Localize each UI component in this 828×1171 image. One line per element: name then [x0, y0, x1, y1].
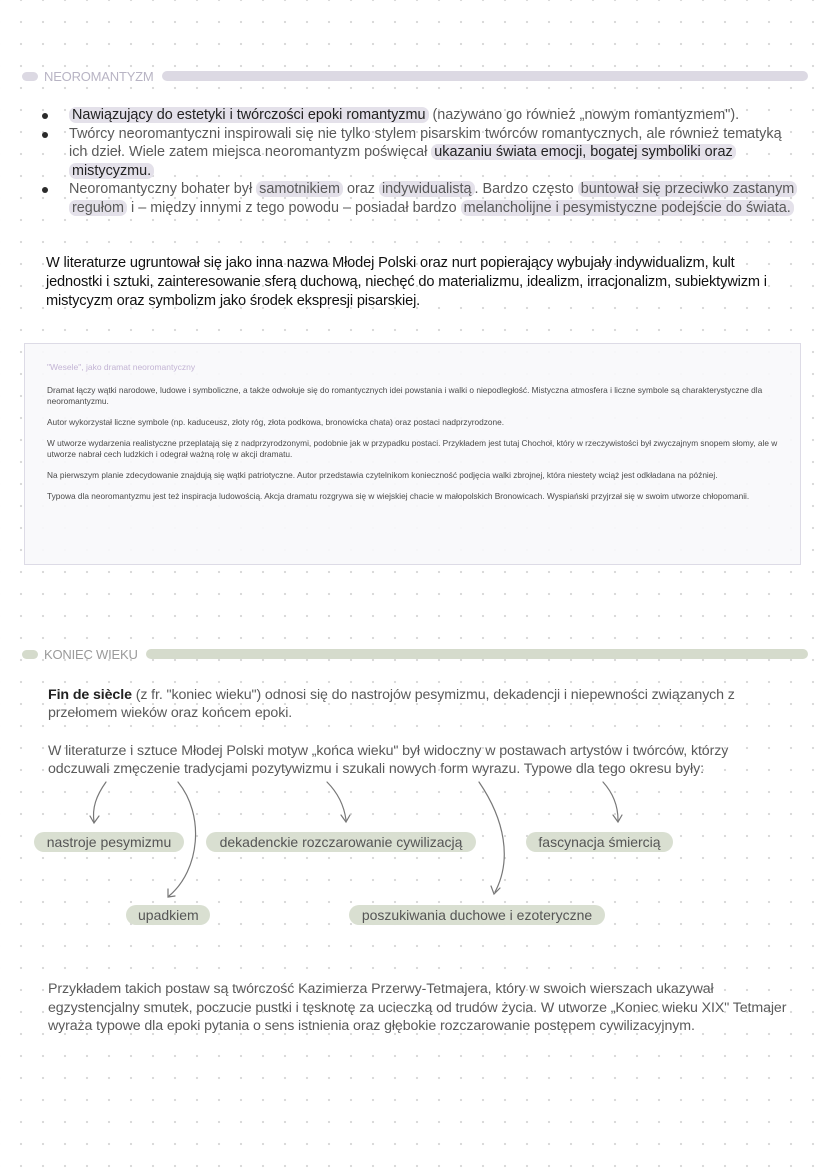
section-title: NEOROMANTYZM [44, 68, 154, 84]
highlight: ukazaniu świata emocji, bogatej symboliki oraz mistycyzmu. [69, 144, 736, 179]
info-paragraph: W utworze wydarzenia realistyczne przeplatają się z nadprzyrodzonymi, podobnie jak w przypadku postaci. Przykładem jest tutaj Chochoł, który w rzeczywistości był zwyczajnym snopem słomy, ale w utworze nabrał cech ludzkich i odegrał ważną rolę w akcji dramatu. [47, 438, 778, 459]
bullet-item [40, 180, 800, 217]
bullet-text: . Bardzo często [474, 181, 578, 197]
section-title: KONIEC WIEKU [44, 646, 138, 662]
bullet-text: Twórcy neoromantyczni inspirowali się nie tylko stylem pisarskim twórców romantycznych, ale również tematyką ich dzieł. Wiele zatem miejsca neoromantyzm poświęcał [69, 125, 782, 160]
bullet-text: Neoromantyczny bohater był [69, 181, 257, 197]
chip-nastroje-pesymizmu: nastroje pesymizmu [34, 832, 184, 852]
chip-fascynacja-smiercia: fascynacja śmiercią [526, 832, 673, 852]
chip-poszukiwania-duchowe: poszukiwania duchowe i ezoteryczne [349, 905, 605, 925]
intro-text: (z fr. "koniec wieku") odnosi się do nastrojów pesymizmu, dekadencji i niepewności związanych z przełomem wieków oraz końcem epoki. [48, 687, 735, 721]
wesele-info-box [24, 343, 801, 565]
closing-paragraph: Przykładem takich postaw są twórczość Kazimierza Przerwy-Tetmajera, który w swoich wierszach ukazywał egzystencjalny smutek, poczucie pustki i tęsknotę za ucieczką od trudów życia. W utworze „Koniec wieku XIX" Tetmajer wyraża typowe dla epoki pytania o sens istnienia oraz głębokie rozczarowanie postępem cywilizacyjnym. [48, 981, 787, 1034]
info-paragraph: Dramat łączy wątki narodowe, ludowe i symboliczne, a także odwołuje się do romantycznych idei powstania i walki o niepodległość. Mistyczna atmosfera i liczne symbole są charakterystyczne dla neoromantyzmu. [47, 385, 763, 406]
info-paragraph: Typowa dla neoromantyzmu jest też inspiracja ludowością. Akcja dramatu rozgrywa się w wiejskiej chacie w małopolskich Bronowicach. Wyspiański przyjrzał się w swoim utworze chłopomanii. [47, 491, 750, 501]
motif-paragraph: W literaturze i sztuce Młodej Polski motyw „końca wieku" był widoczny w postawach artystów i twórców, którzy odczuwali zmęczenie tradycjami pozytywizmu i szukali nowych form wyrazu. Typowe dla tego okresu były: [48, 743, 729, 777]
neoromantyzm-summary: W literaturze ugruntował się jako inna nazwa Młodej Polski oraz nurt popierający wybujały indywidualizm, kult jednostki i sztuki, zainteresowanie sferą duchową, niechęć do materializmu, idealizm, irracjonalizm, subiektywizm i mistycyzm oraz symbolizm jako środek ekspresji pisarskiej. [46, 255, 767, 309]
neoromantyzm-bullet-list [40, 106, 800, 217]
bullet-item [40, 106, 800, 125]
chip-dekadenckie-rozczarowanie: dekadenckie rozczarowanie cywilizacją [206, 832, 476, 852]
bullet-text: i – między innymi z tego powodu – posiadał bardzo [127, 199, 461, 216]
highlight: Nawiązujący do estetyki i twórczości epoki romantyzmu [69, 107, 429, 123]
fin-de-siecle-intro [48, 686, 788, 722]
chip-upadkiem: upadkiem [126, 905, 210, 925]
info-paragraph: Na pierwszym planie zdecydowanie znajdują się wątki patriotyczne. Autor przedstawia czytelnikom konieczność podjęcia walki zbrojnej, która niestety wciąż jest odkładana na później. [47, 470, 718, 480]
info-paragraph: Autor wykorzystał liczne symbole (np. kaduceusz, złoty róg, złota podkowa, bronowicka chata) oraz postaci nadprzyrodzone. [47, 417, 505, 427]
section-pill-icon [22, 72, 38, 81]
highlight: melancholijne i pesymistyczne podejście do świata. [461, 200, 794, 216]
section-divider [146, 649, 808, 659]
highlight: buntował się przeciwko zastanym regułom [69, 181, 797, 216]
highlight: samotnikiem [256, 181, 343, 197]
bullet-item [40, 125, 800, 181]
bullet-text: (nazywano go również „nowym romantyzmem"). [428, 107, 740, 123]
section-header-neoromantyzm [22, 68, 808, 84]
section-divider [162, 71, 808, 81]
section-header-koniec-wieku [22, 646, 808, 662]
highlight: indywidualistą [379, 181, 475, 197]
bullet-text: oraz [342, 181, 379, 197]
term-bold: Fin de siècle [48, 687, 132, 703]
info-box-title: "Wesele", jako dramat neoromantyczny [47, 362, 196, 372]
section-pill-icon [22, 650, 38, 659]
